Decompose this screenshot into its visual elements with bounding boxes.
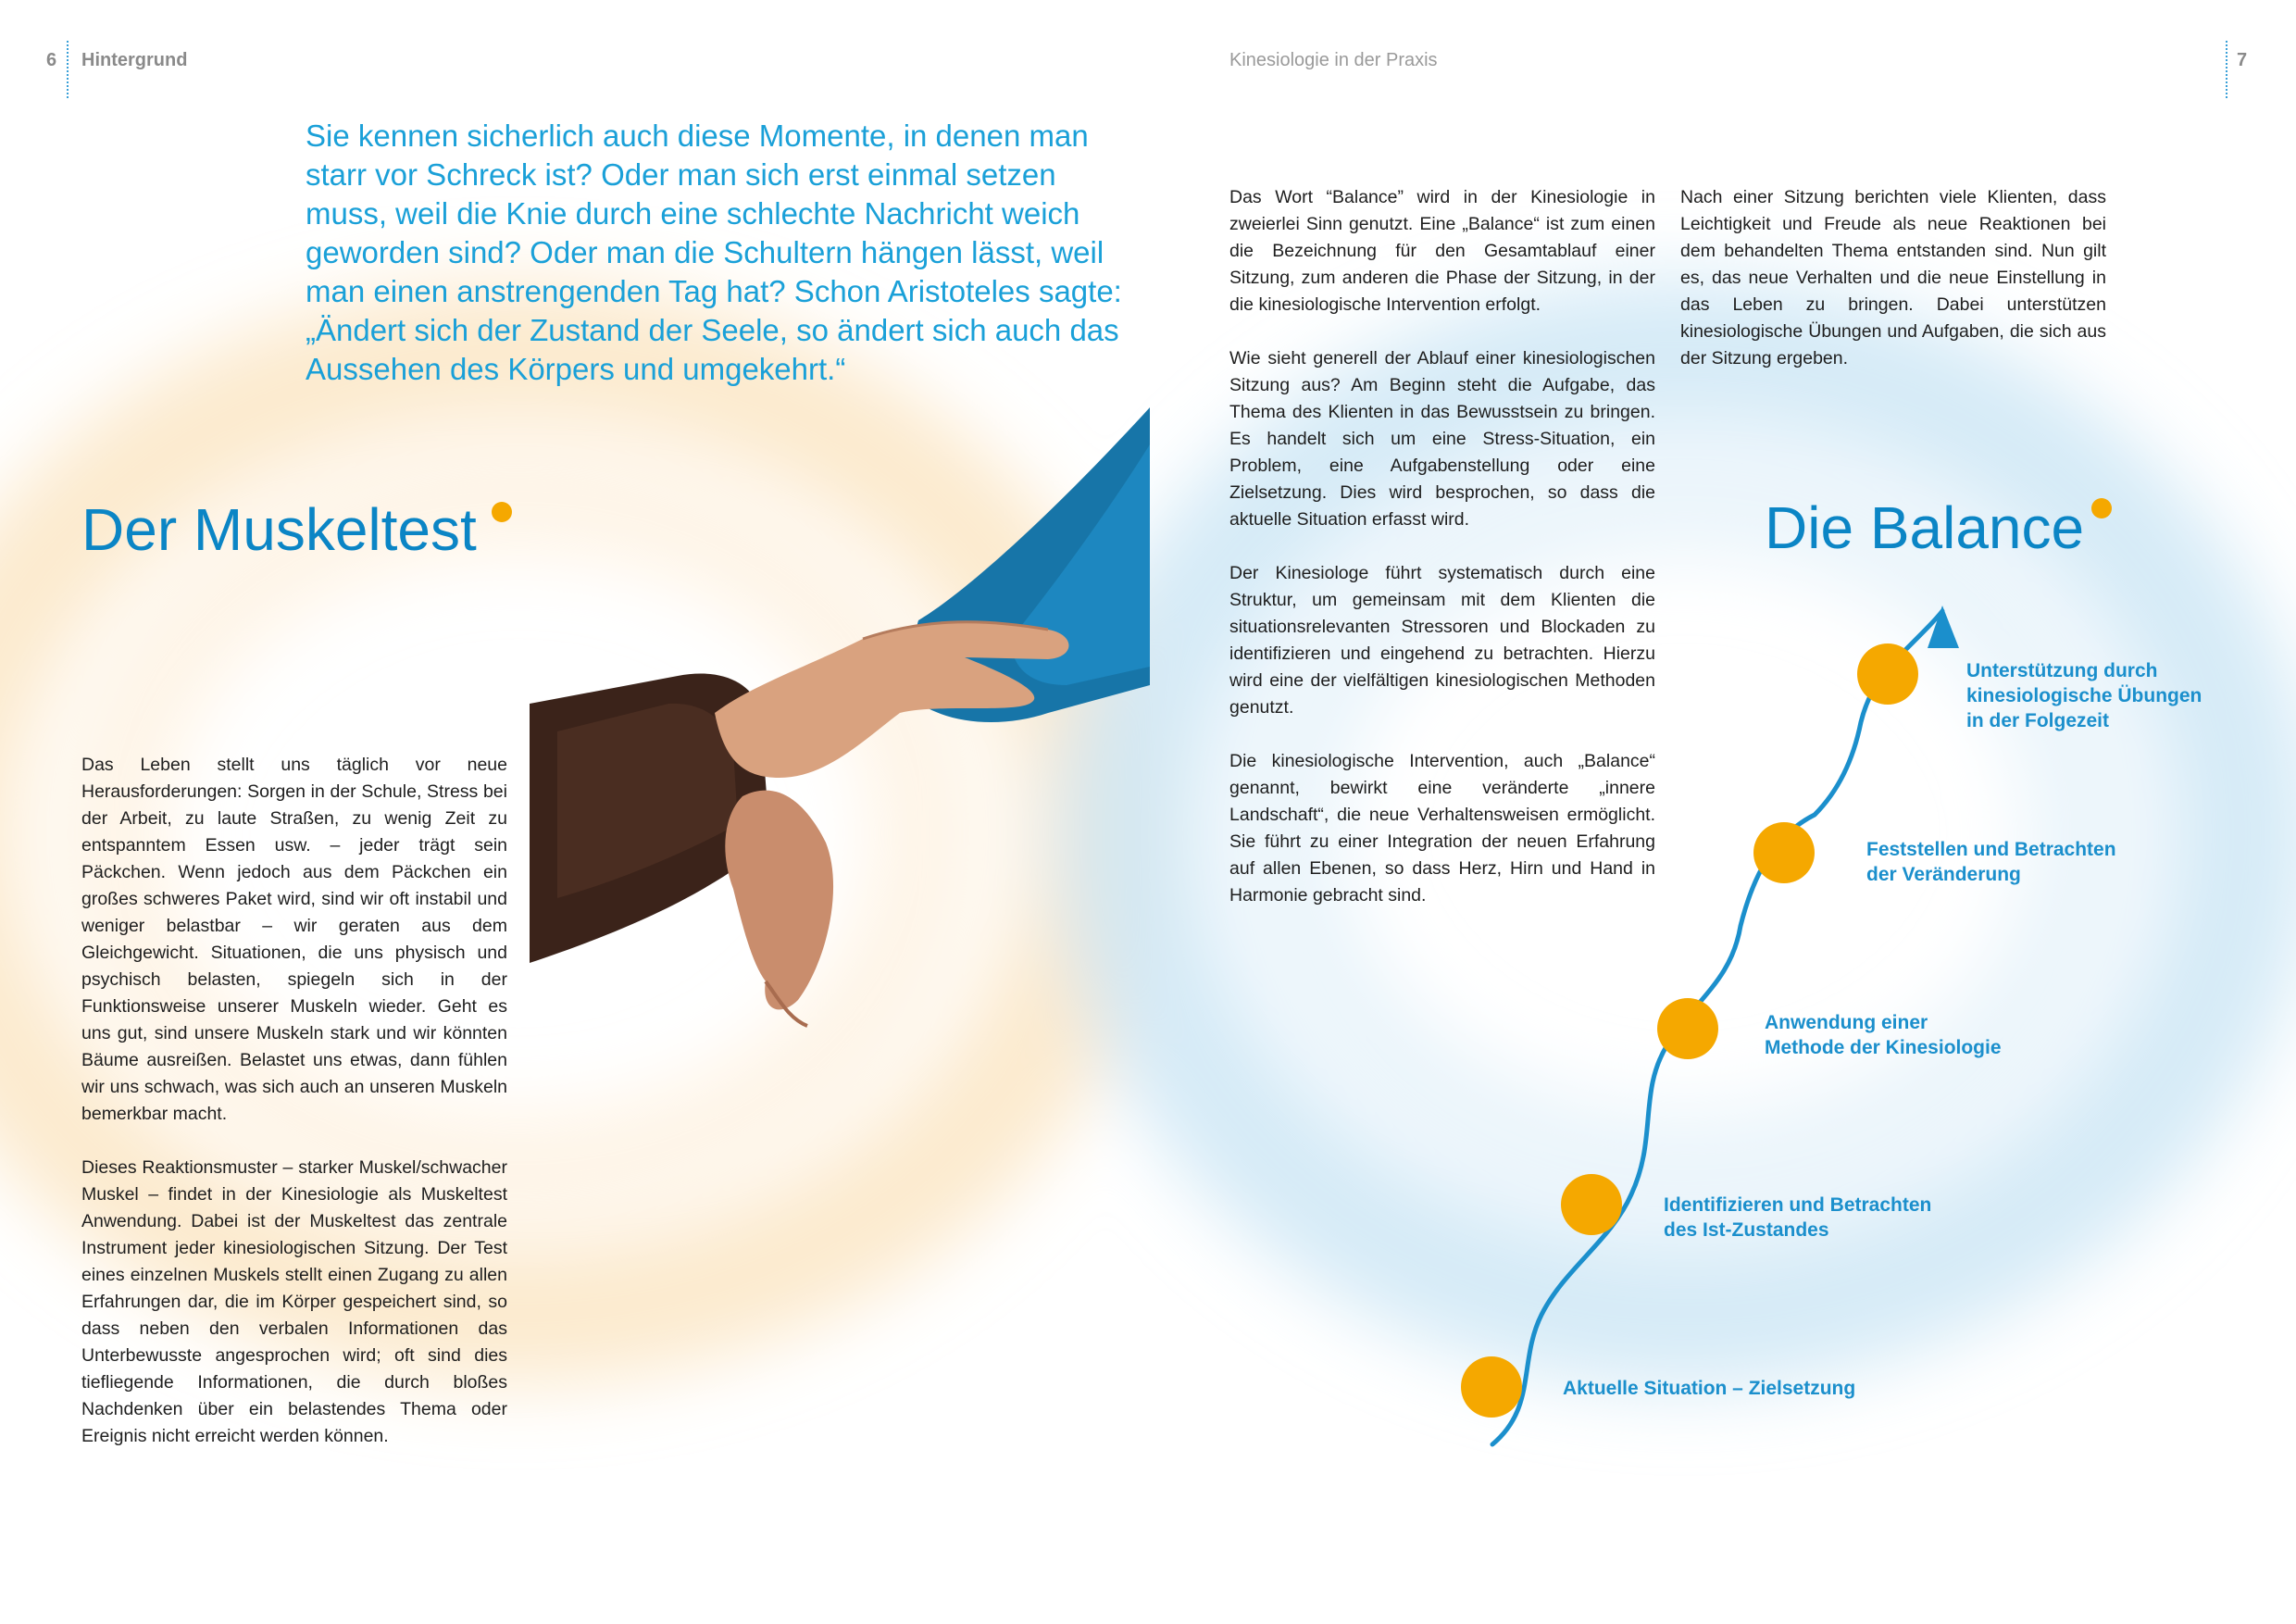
balance-paragraph: Nach einer Sitzung berichten viele Klienten, dass Leichtigkeit und Freude als neue Reaktionen bei dem behandelten Thema entstanden sind. Nun gilt es, das neue Verhalten und die neue Einstellung in das Leben zu bringen. Dabei unterstützen kinesiologische Übungen und Aufgaben, die sich aus der Sitzung ergeben. (1680, 187, 2106, 369)
step-label-1: Aktuelle Situation – Zielsetzung (1563, 1378, 1856, 1399)
balance-heading (1765, 494, 2085, 561)
heading-dot-icon (2091, 498, 2112, 518)
step-dot-5 (1857, 643, 1918, 705)
muskeltest-heading-text: Der Muskeltest (81, 496, 477, 563)
balance-column-2 (1680, 184, 2106, 399)
balance-paragraph: Das Wort “Balance” wird in der Kinesiologie in zweierlei Sinn genutzt. Eine „Balance“ ist zum einen die Bezeichnung für den Gesamtablauf einer Sitzung, zum anderen die Phase der Sitzung, in der die kinesiologische Intervention erfolgt. (1229, 187, 1655, 315)
muskeltest-paragraph: Das Leben stellt uns täglich vor neue Herausforderungen: Sorgen in der Schule, Stress bei der Arbeit, zu laute Straßen, zu wenig Zeit zu entspanntem Essen usw. – jeder trägt sein Päckchen. Wenn jedoch aus dem Päckchen ein großes schweres Paket wird, sind wir oft instabil und weniger belastbar – wir geraten aus dem Gleichgewicht. Situationen, die uns physisch und psychisch belasten, spiegeln sich in der Funktionsweise unserer Muskeln wieder. Geht es uns gut, sind unsere Muskeln stark und wir könnten Bäume ausreißen. Belastet uns etwas, dann fühlen wir uns schwach, was sich auch an unseren Muskeln bemerkbar macht. (81, 755, 507, 1124)
section-label: Hintergrund (81, 50, 188, 70)
balance-paragraph: Wie sieht generell der Ablauf einer kinesiologischen Sitzung aus? Am Beginn steht die Aufgabe, das Thema des Klienten in das Bewusstsein zu bringen. Es handelt sich um eine Stress-Situation, ein Problem, eine Aufgabenstellung oder eine Zielsetzung. Dies wird besprochen, so dass die aktuelle Situation erfasst wird. (1229, 348, 1655, 530)
header-divider-right (2226, 41, 2227, 98)
step-dot-2 (1561, 1174, 1622, 1235)
balance-heading-text: Die Balance (1765, 494, 2085, 561)
step-dot-1 (1461, 1356, 1522, 1418)
muskeltest-body (81, 752, 507, 1477)
balance-paragraph: Der Kinesiologe führt systematisch durch eine Struktur, um gemeinsam mit dem Klienten die situationsrelevanten Stressoren und Blockaden zu identifizieren und eingehend zu betrachten. Hierzu wird eine der vielfältigen kinesiologischen Methoden genutzt. (1229, 563, 1655, 718)
heading-dot-icon (492, 502, 512, 522)
running-title: Kinesiologie in der Praxis (1229, 50, 1438, 70)
muskeltest-heading (81, 496, 477, 563)
right-page-number: 7 (2237, 50, 2248, 70)
step-label-5: Unterstützung durch kinesiologische Übungen in der Folgezeit (1966, 660, 2202, 731)
balance-paragraph: Die kinesiologische Intervention, auch „Balance“ genannt, bewirkt eine veränderte „innere Landschaft“, die neue Verhaltensweisen ermöglicht. Sie führt zu einer Integration der neuen Erfahrung auf allen Ebenen, so dass Herz, Hirn und Hand in Harmonie gebracht sind. (1229, 751, 1655, 906)
step-dot-4 (1753, 822, 1815, 883)
step-dot-3 (1657, 998, 1718, 1059)
left-page-number: 6 (46, 50, 57, 70)
step-label-2: Identifizieren und Betrachten des Ist-Zustandes (1664, 1194, 1932, 1241)
muskeltest-paragraph: Dieses Reaktionsmuster – starker Muskel/schwacher Muskel – findet in der Kinesiologie als Muskeltest Anwendung. Dabei ist der Muskeltest das zentrale Instrument jeder kinesiologischen Sitzung. Der Test eines einzelnen Muskels stellt einen Zugang zu allen Erfahrungen dar, die im Körper gespeichert sind, so dass neben den verbalen Informationen das Unterbewusste angesprochen wird; oft sind dies tiefliegende Informationen, die durch bloßes Nachdenken über ein belastendes Thema oder Ereignis nicht erreicht werden können. (81, 1157, 507, 1446)
header-divider-left (67, 41, 69, 98)
step-label-4: Feststellen und Betrachten der Veränderung (1866, 839, 2116, 885)
step-label-3: Anwendung einer Methode der Kinesiologie (1765, 1012, 2002, 1058)
balance-column-1 (1229, 184, 1655, 936)
intro-quote: Sie kennen sicherlich auch diese Momente, in denen man starr vor Schreck ist? Oder man sich erst einmal setzen muss, weil die Knie durch eine schlechte Nachricht weich geworden sind? Oder man die Schultern hängen lässt, weil man einen anstrengenden Tag hat? Schon Aristoteles sagte: „Ändert sich der Zustand der Seele, so ändert sich auch das Aussehen des Körpers und umgekehrt.“ (306, 119, 1122, 386)
muscle-test-photo (530, 407, 1150, 1037)
